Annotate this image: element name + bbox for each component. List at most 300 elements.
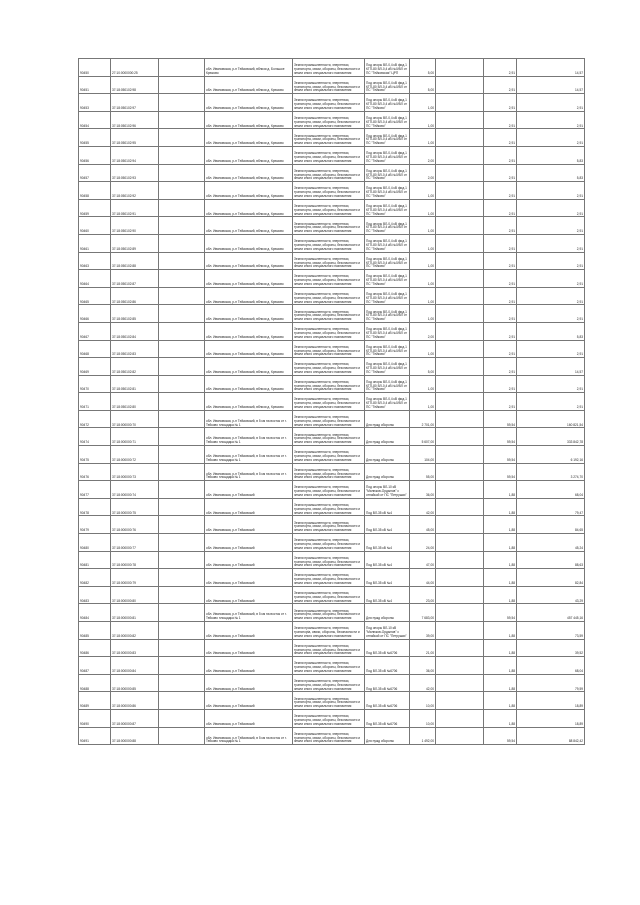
address: обл. Ивановская, р-н Тейковский: [205, 481, 293, 499]
cadastral-number: 37:18:000000:81: [111, 604, 159, 622]
address: обл. Ивановская, р-н Тейковский, вблизи д. Крюково: [205, 111, 293, 129]
area: 1,00: [410, 270, 436, 288]
row-id: 90476: [79, 463, 111, 481]
land-category: Земли промышленности, энергетики, транспорта, связи, обороны, безопасности и земли иного специального назначения: [293, 410, 365, 428]
empty-cell: [159, 463, 205, 481]
empty-cell: [159, 129, 205, 147]
area: 1,00: [410, 375, 436, 393]
rate: 1,88: [484, 674, 517, 692]
address: обл. Ивановская, р-н Тейковский: [205, 569, 293, 587]
table-row: [79, 76, 585, 94]
tax-sum: 2,91: [517, 252, 585, 270]
land-category: Земли промышленности, энергетики, транспорта, связи, обороны, безопасности и земли иного специального назначения: [293, 604, 365, 622]
row-id: 90454: [79, 111, 111, 129]
empty-cell: [436, 446, 484, 464]
land-category: Земли промышленности, энергетики, транспорта, связи, обороны, безопасности и земли иного специального назначения: [293, 481, 365, 499]
table-row: [79, 234, 585, 252]
tax-sum: 73,59: [517, 622, 585, 640]
rate: 59,54: [484, 463, 517, 481]
permitted-use: Для нужд обороны: [365, 727, 410, 745]
table-row: [79, 463, 585, 481]
tax-sum: 2,91: [517, 375, 585, 393]
land-category: Земли промышленности, энергетики, транспорта, связи, обороны, безопасности и земли иного специального назначения: [293, 534, 365, 552]
address: обл. Ивановская, р-н Тейковский, вблизи д. Крюково: [205, 199, 293, 217]
empty-cell: [436, 709, 484, 727]
cadastral-number: 37:18:050102:98: [111, 76, 159, 94]
address: обл. Ивановская, р-н Тейковский, в 5 км на восток от г. Тейково площадка № 1: [205, 463, 293, 481]
tax-sum: 457 445,16: [517, 604, 585, 622]
row-id: 90481: [79, 551, 111, 569]
area: 1,00: [410, 217, 436, 235]
tax-sum: 18,89: [517, 709, 585, 727]
land-category: Земли промышленности, энергетики, транспорta, связи, обороны, безопасности и земли иного специального назначения: [293, 622, 365, 640]
empty-cell: [159, 146, 205, 164]
area: 42,00: [410, 674, 436, 692]
address: обл. Ивановская, р-н Тейковский, вблизи д. Крюково: [205, 322, 293, 340]
address: обл. Ивановская, р-н Тейковский, в 5 км на восток от г. Тейково площадка № 1: [205, 410, 293, 428]
land-category: Земли промышленности, энергетики, транспорта, связи, обороны, безопасности и земли иного специального назначения: [293, 498, 365, 516]
empty-cell: [436, 129, 484, 147]
address: обл. Ивановская, р-н Тейковский, вблизи д. Крюково: [205, 76, 293, 94]
address: обл. Ивановская, р-н Тейковский: [205, 534, 293, 552]
tax-sum: 5,83: [517, 164, 585, 182]
empty-cell: [436, 657, 484, 675]
land-category: Земли промышленности, энергетики, транспорта, связи, обороны, безопасности и земли иного специального назначения: [293, 674, 365, 692]
land-category: Земли промышленности, энергетики, транспорта, связи, обороны, безопасности и земли иного специального назначения: [293, 692, 365, 710]
row-id: 90466: [79, 305, 111, 323]
address: обл. Ивановская, р-н Тейковский: [205, 657, 293, 675]
cadastral-number: 37:18:050102:88: [111, 252, 159, 270]
cadastral-number: 37:18:000000:80: [111, 586, 159, 604]
cadastral-number: 37:18:000000:74: [111, 481, 159, 499]
table-row: [79, 446, 585, 464]
address: обл. Ивановская, р-н Тейковский, вблизи д. Крюково: [205, 340, 293, 358]
empty-cell: [159, 516, 205, 534]
cadastral-number: 37:18:050102:91: [111, 199, 159, 217]
table-row: [79, 217, 585, 235]
tax-sum: 2,91: [517, 287, 585, 305]
land-category: Земли промышленности, энергетики, транспорта, связи, обороны, безопасности и земли иного специального назначения: [293, 129, 365, 147]
table-row: [79, 534, 585, 552]
row-id: 90487: [79, 657, 111, 675]
tax-sum: 160 821,54: [517, 410, 585, 428]
table-row: [79, 569, 585, 587]
area: 24,00: [410, 534, 436, 552]
land-category: Земли промышленности, энергетики, транспорта, связи, обороны, безопасности и земли иного специального назначения: [293, 199, 365, 217]
empty-cell: [436, 199, 484, 217]
tax-sum: 2,91: [517, 217, 585, 235]
empty-cell: [436, 463, 484, 481]
land-category: Земли промышленности, энергетики, транспорта, связи, обороны, безопасности и земли иного специального назначения: [293, 709, 365, 727]
area: 2,00: [410, 146, 436, 164]
table-row: [79, 692, 585, 710]
area: 1,00: [410, 199, 436, 217]
cadastral-number: 37:18:000000:76: [111, 516, 159, 534]
cadastral-number: 37:18:050102:80: [111, 393, 159, 411]
table-row: [79, 59, 585, 77]
empty-cell: [436, 674, 484, 692]
address: обл. Ивановская, р-н Тейковский, вблизи д. Крюково: [205, 252, 293, 270]
empty-cell: [159, 358, 205, 376]
row-id: 90451: [79, 76, 111, 94]
area: 1,00: [410, 393, 436, 411]
empty-cell: [159, 340, 205, 358]
empty-cell: [159, 622, 205, 640]
empty-cell: [436, 270, 484, 288]
address: обл. Ивановская, р-н Тейковский, вблизи д. Крюково: [205, 129, 293, 147]
table-row: [79, 428, 585, 446]
tax-sum: 2,91: [517, 199, 585, 217]
tax-sum: 14,57: [517, 59, 585, 77]
tax-sum: 6 192,16: [517, 446, 585, 464]
land-category: Земли промышленности, энергетики, транспорта, связи, обороны, безопасности и земли иного специального назначения: [293, 322, 365, 340]
address: обл. Ивановская, р-н Тейковский, в 5 км на восток от г. Тейково площадка № 1: [205, 604, 293, 622]
empty-cell: [159, 639, 205, 657]
table-row: [79, 727, 585, 745]
empty-cell: [436, 111, 484, 129]
row-id: 90491: [79, 727, 111, 745]
address: обл. Ивановская, р-н Тейковский, вблизи д. Крюково: [205, 358, 293, 376]
address: обл. Ивановская, р-н Тейковский: [205, 692, 293, 710]
tax-sum: 79,59: [517, 674, 585, 692]
tax-sum: 333 842,78: [517, 428, 585, 446]
row-id: 90478: [79, 498, 111, 516]
permitted-use: Под ВЛ-35 кВ №6706: [365, 709, 410, 727]
rate: 2,91: [484, 375, 517, 393]
cadastral-number: 37:18:050102:93: [111, 164, 159, 182]
empty-cell: [159, 111, 205, 129]
table-row: [79, 586, 585, 604]
empty-cell: [159, 76, 205, 94]
empty-cell: [436, 481, 484, 499]
rate: 2,91: [484, 287, 517, 305]
row-id: 90471: [79, 393, 111, 411]
cadastral-number: 37:18:000000:78: [111, 551, 159, 569]
land-category: Земли промышленности, энергетики, транспорта, связи, обороны, безопасности и земли иного специального назначения: [293, 569, 365, 587]
area: 36,00: [410, 657, 436, 675]
empty-cell: [436, 234, 484, 252]
cadastral-number: 37:18:050102:95: [111, 129, 159, 147]
empty-cell: [436, 59, 484, 77]
cadastral-number: 37:18:050102:86: [111, 287, 159, 305]
permitted-use: Под опоры ВЛ-0,4 кВ фид.1 КТП-80 ВЛ-0,4 кВ №0/ВЛ от ПС "Тейково": [365, 234, 410, 252]
cadastral-number: 37:18:050102:90: [111, 217, 159, 235]
permitted-use: Под ВЛ-35 кВ №4: [365, 569, 410, 587]
rate: 2,91: [484, 270, 517, 288]
permitted-use: Под ВЛ-35 кВ №4: [365, 534, 410, 552]
row-id: 90475: [79, 446, 111, 464]
permitted-use: Под опоры ВЛ-0,4 кВ фид.1 КТП-80 ВЛ-0,4 кВ №0/ВЛ от ПС "Тейково": [365, 129, 410, 147]
cadastral-number: 37:18:050102:81: [111, 375, 159, 393]
cadastral-number: 37:18:000000:88: [111, 727, 159, 745]
rate: 1,88: [484, 569, 517, 587]
permitted-use: Под опоры ВЛ-0,4 кВ фид.1 КТП-80 ВЛ-0,4 кВ №0/ВЛ от ПС "Тейково": [365, 375, 410, 393]
cadastral-number: 37:18:000000:84: [111, 657, 159, 675]
permitted-use: Под опоры ВЛ-10 кВ "Милюков-Ордынов" с отпайкой от ПС "Петрушки": [365, 481, 410, 499]
empty-cell: [159, 270, 205, 288]
tax-sum: 2,91: [517, 270, 585, 288]
empty-cell: [436, 639, 484, 657]
address: обл. Ивановская, р-н Тейковский: [205, 516, 293, 534]
table-row: [79, 410, 585, 428]
row-id: 90482: [79, 569, 111, 587]
rate: 2,91: [484, 146, 517, 164]
table-row: [79, 252, 585, 270]
empty-cell: [159, 59, 205, 77]
row-id: 90483: [79, 586, 111, 604]
table-row: [79, 604, 585, 622]
address: обл. Ивановская, р-н Тейковский, в 5 км на восток от г. Тейково площадка № 1: [205, 727, 293, 745]
area: 5,00: [410, 358, 436, 376]
row-id: 90457: [79, 164, 111, 182]
land-category: Земли промышленности, энергетики, транспорта, связи, обороны, безопасности и земли иного специального назначения: [293, 217, 365, 235]
rate: 2,91: [484, 76, 517, 94]
area: 42,00: [410, 498, 436, 516]
tax-sum: 2,91: [517, 182, 585, 200]
area: 39,00: [410, 622, 436, 640]
rate: 59,54: [484, 428, 517, 446]
row-id: 90456: [79, 146, 111, 164]
table-row: [79, 375, 585, 393]
rate: 1,88: [484, 639, 517, 657]
table-row: [79, 287, 585, 305]
address: обл. Ивановская, р-н Тейковский: [205, 709, 293, 727]
permitted-use: Под опоры ВЛ-0,4 кВ фид.1 КТП-80 ВЛ-0,4 кВ №0/ВЛ от ПС "Тейково": [365, 182, 410, 200]
rate: 59,54: [484, 604, 517, 622]
table-row: [79, 111, 585, 129]
permitted-use: Под опоры ВЛ-0,4 кВ фид.1 КТП-80 ВЛ-0,4 кВ №0/ВЛ от ПС "Тейково": [365, 76, 410, 94]
area: 55,00: [410, 463, 436, 481]
empty-cell: [436, 692, 484, 710]
empty-cell: [159, 692, 205, 710]
empty-cell: [159, 234, 205, 252]
area: 1,00: [410, 182, 436, 200]
table-row: [79, 358, 585, 376]
land-category: Земли промышленности, энергетики, транспорта, связи, обороны, безопасности и земли иного специального назначения: [293, 305, 365, 323]
row-id: 90479: [79, 516, 111, 534]
cadastral-number: 37:18:000000:85: [111, 674, 159, 692]
cadastral-number: 37:18:050102:84: [111, 322, 159, 340]
address: обл. Ивановская, р-н Тейковский, вблизи д. Крюково: [205, 305, 293, 323]
empty-cell: [159, 410, 205, 428]
cadastral-number: 37:18:050102:82: [111, 358, 159, 376]
land-category: Земли промышленности, энергетики, транспорта, связи, обороны, безопасности и земли иного специального назначения: [293, 551, 365, 569]
address: обл. Ивановская, р-н Тейковский, вблизи д. Крюково: [205, 164, 293, 182]
row-id: 90455: [79, 129, 111, 147]
area: 1,00: [410, 111, 436, 129]
table-row: [79, 146, 585, 164]
row-id: 90472: [79, 410, 111, 428]
table-row: [79, 709, 585, 727]
row-id: 90468: [79, 340, 111, 358]
tax-sum: 2,91: [517, 129, 585, 147]
empty-cell: [159, 498, 205, 516]
empty-cell: [159, 252, 205, 270]
land-category: Земли промышленности, энергетики, транспорта, связи, обороны, безопасности и земли иного специального назначения: [293, 586, 365, 604]
empty-cell: [436, 604, 484, 622]
empty-cell: [436, 146, 484, 164]
table-row: [79, 657, 585, 675]
area: 45,00: [410, 516, 436, 534]
address: обл. Ивановская, р-н Тейковский: [205, 639, 293, 657]
empty-cell: [436, 586, 484, 604]
tax-sum: 2,91: [517, 340, 585, 358]
tax-sum: 18,89: [517, 692, 585, 710]
land-category: Земли промышленности, энергетики, транспорта, связи, обороны, безопасности и земли иного специального назначения: [293, 94, 365, 112]
empty-cell: [436, 551, 484, 569]
cadastral-number: 37:18:000000:71: [111, 428, 159, 446]
address: обл. Ивановская, р-н Тейковский, вблизи д. Крюково: [205, 270, 293, 288]
address: обл. Ивановская, р-н Тейковский, вблизи д. Крюково: [205, 287, 293, 305]
empty-cell: [159, 305, 205, 323]
cadastral-number: 37:18:000000:77: [111, 534, 159, 552]
table-row: [79, 498, 585, 516]
land-category: Земли промышленности, энергетики, транспорта, связи, обороны, безопасности и земли иного специального назначения: [293, 59, 365, 77]
cadastral-number: 37:18:050102:94: [111, 146, 159, 164]
address: обл. Ивановская, р-н Тейковский: [205, 586, 293, 604]
empty-cell: [436, 375, 484, 393]
rate: 1,88: [484, 692, 517, 710]
permitted-use: Под опоры ВЛ-0,4 кВ фид.1 КТП-80 ВЛ-0,4 кВ №0/ВЛ от ПС "Тейково": [365, 146, 410, 164]
empty-cell: [159, 674, 205, 692]
empty-cell: [159, 534, 205, 552]
address: обл. Ивановская, р-н Тейковский, вблизи д. Крюково: [205, 94, 293, 112]
land-category: Земли промышленности, энергетики, транспорта, связи, обороны, безопасности и земли иного специального назначения: [293, 446, 365, 464]
land-category: Земли промышленности, энергетики, транспорта, связи, обороны, безопасности и земли иного специального назначения: [293, 234, 365, 252]
empty-cell: [436, 182, 484, 200]
empty-cell: [159, 199, 205, 217]
empty-cell: [159, 657, 205, 675]
empty-cell: [436, 428, 484, 446]
land-parcel-table: [78, 58, 585, 745]
permitted-use: Под ВЛ-35 кВ №4: [365, 551, 410, 569]
rate: 1,88: [484, 586, 517, 604]
row-id: 90453: [79, 94, 111, 112]
permitted-use: Под опоры ВЛ-0,4 кВ фид.1 КТП-80 ВЛ-0,4 кВ №0/ВЛ от ПС "Тейково": [365, 287, 410, 305]
empty-cell: [159, 164, 205, 182]
row-id: 90460: [79, 217, 111, 235]
rate: 1,88: [484, 551, 517, 569]
cadastral-number: 37:18:000000:79: [111, 569, 159, 587]
area: 47,00: [410, 551, 436, 569]
permitted-use: Для нужд обороны: [365, 604, 410, 622]
tax-sum: 3 274,70: [517, 463, 585, 481]
tax-sum: 2,91: [517, 305, 585, 323]
rate: 2,91: [484, 59, 517, 77]
empty-cell: [436, 727, 484, 745]
empty-cell: [436, 94, 484, 112]
empty-cell: [436, 252, 484, 270]
permitted-use: Под опоры ВЛ-0,4 кВ фид.1 КТП-80 ВЛ-0,4 кВ №0/ВЛ от ПС "Тейково": [365, 199, 410, 217]
address: обл. Ивановская, р-н Тейковский, вблизи д. Крюково: [205, 393, 293, 411]
tax-sum: 79,47: [517, 498, 585, 516]
permitted-use: Под опоры ВЛ-0,4 кВ фид.1 КТП-80 ВЛ-0,4 кВ №0/ВЛ от ПС "Тейково": [365, 164, 410, 182]
table-row: [79, 94, 585, 112]
rate: 1,88: [484, 481, 517, 499]
permitted-use: Под опоры ВЛ-0,4 кВ фид.1 КТП-80 ВЛ-0,4 кВ №0/ВЛ от ПС "Тейково": [365, 393, 410, 411]
empty-cell: [436, 569, 484, 587]
row-id: 90485: [79, 622, 111, 640]
empty-cell: [159, 182, 205, 200]
empty-cell: [436, 498, 484, 516]
permitted-use: Под ВЛ-35 кВ №6706: [365, 692, 410, 710]
tax-sum: 2,91: [517, 94, 585, 112]
permitted-use: Под опоры ВЛ-0,4 кВ фид.1 КТП-80 ВЛ-0,4 кВ №0/ВЛ от ПС "Тейково": [365, 217, 410, 235]
rate: 1,88: [484, 498, 517, 516]
empty-cell: [436, 410, 484, 428]
empty-cell: [436, 622, 484, 640]
tax-sum: 39,52: [517, 639, 585, 657]
area: 2,00: [410, 322, 436, 340]
permitted-use: Для нужд обороны: [365, 410, 410, 428]
land-category: Земли промышленности, энергетики, транспорта, связи, обороны, безопасности и земли иного специального назначения: [293, 182, 365, 200]
area: 10,00: [410, 692, 436, 710]
address: обл. Ивановская, р-н Тейковский, в 5 км на восток от г. Тейково площадка № 1: [205, 446, 293, 464]
rate: 2,91: [484, 252, 517, 270]
row-id: 90489: [79, 692, 111, 710]
row-id: 90461: [79, 234, 111, 252]
table-row: [79, 639, 585, 657]
permitted-use: Под ВЛ-35 кВ №6706: [365, 674, 410, 692]
rate: 59,54: [484, 446, 517, 464]
permitted-use: Для нужд обороны: [365, 463, 410, 481]
address: обл. Ивановская, р-н Тейковский, вблизи д. Крюково: [205, 146, 293, 164]
land-category: Земли промышленности, энергетики, транспорта, связи, обороны, безопасности и земли иного специального назначения: [293, 270, 365, 288]
land-category: Земли промышленности, энергетики, транспорта, связи, обороны, безопасности и земли иного специального назначения: [293, 111, 365, 129]
permitted-use: Под ВЛ-35 кВ №6706: [365, 657, 410, 675]
cadastral-number: 37:18:000000:86: [111, 692, 159, 710]
cadastral-number: 37:18:000000:72: [111, 446, 159, 464]
rate: 59,54: [484, 410, 517, 428]
empty-cell: [159, 446, 205, 464]
rate: 2,91: [484, 199, 517, 217]
empty-cell: [436, 76, 484, 94]
table-row: [79, 270, 585, 288]
permitted-use: Для нужд обороны: [365, 428, 410, 446]
empty-cell: [159, 586, 205, 604]
area: 23,00: [410, 586, 436, 604]
address: обл. Ивановская, р-н Тейковский: [205, 498, 293, 516]
land-category: Земли промышленности, энергетики, транспорта, связи, обороны, безопасности и земли иного специального назначения: [293, 428, 365, 446]
permitted-use: Под ВЛ-35 кВ №4: [365, 516, 410, 534]
tax-sum: 14,57: [517, 76, 585, 94]
rate: 2,91: [484, 217, 517, 235]
address: обл. Ивановская, р-н Тейковский, в 5 км на восток от г. Тейково площадка № 1: [205, 428, 293, 446]
empty-cell: [436, 287, 484, 305]
table-row: [79, 622, 585, 640]
table-row: [79, 393, 585, 411]
area: 1,00: [410, 252, 436, 270]
area: 44,00: [410, 569, 436, 587]
tax-sum: 45,24: [517, 534, 585, 552]
area: 5,00: [410, 59, 436, 77]
empty-cell: [159, 287, 205, 305]
rate: 2,91: [484, 393, 517, 411]
empty-cell: [436, 217, 484, 235]
row-id: 90477: [79, 481, 111, 499]
cadastral-number: 37:18:050102:96: [111, 111, 159, 129]
cadastral-number: 37:18:000000:83: [111, 639, 159, 657]
area: 1 492,00: [410, 727, 436, 745]
tax-sum: 2,91: [517, 234, 585, 252]
cadastral-number: 37:18:000000:70: [111, 410, 159, 428]
land-category: Земли промышленности, энергетики, транспорта, связи, обороны, безопасности и земли иного специального назначения: [293, 657, 365, 675]
empty-cell: [436, 164, 484, 182]
area: 1,00: [410, 129, 436, 147]
rate: 1,88: [484, 534, 517, 552]
table-row: [79, 199, 585, 217]
permitted-use: Под ВЛ-35 кВ №4: [365, 586, 410, 604]
